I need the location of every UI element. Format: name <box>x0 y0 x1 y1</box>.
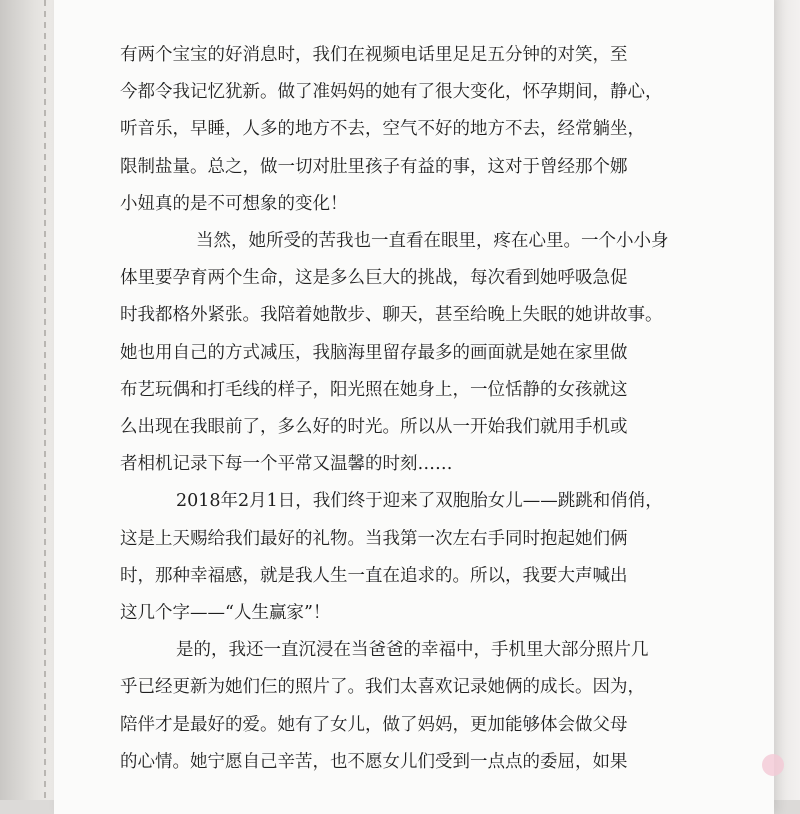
text-line: 时，那种幸福感，就是我人生一直在追求的。所以，我要大声喊出 <box>120 565 628 586</box>
text-line: 的心情。她宁愿自己辛苦，也不愿女儿们受到一点点的委屈，如果 <box>120 751 628 772</box>
text-line: 今都令我记忆犹新。做了准妈妈的她有了很大变化，怀孕期间，静心， <box>120 82 663 103</box>
text-line: 布艺玩偶和打毛线的样子，阳光照在她身上，一位恬静的女孩就这 <box>120 379 628 400</box>
text-line: 陪伴才是最好的爱。她有了女儿，做了妈妈，更加能够体会做父母 <box>120 714 628 735</box>
text-line: 听音乐，早睡，人多的地方不去，空气不好的地方不去，经常躺坐， <box>120 119 645 140</box>
text-line: 当然，她所受的苦我也一直看在眼里，疼在心里。一个小小身 <box>196 231 669 252</box>
pink-sticker-dot <box>762 754 784 776</box>
text-line: 体里要孕育两个生命，这是多么巨大的挑战，每次看到她呼吸急促 <box>120 268 628 289</box>
next-page-edge <box>774 0 800 800</box>
text-line: 是的，我还一直沉浸在当爸爸的幸福中，手机里大部分照片几 <box>176 640 649 661</box>
paragraph-2 <box>120 223 700 483</box>
text-line: 小妞真的是不可想象的变化！ <box>120 193 348 214</box>
book-spine <box>0 0 58 800</box>
text-line: 乎已经更新为她们仨的照片了。我们太喜欢记录她俩的成长。因为， <box>120 677 645 698</box>
paragraph-4 <box>120 632 700 781</box>
text-line: 这几个字——“人生赢家”！ <box>120 603 331 624</box>
text-line: 限制盐量。总之，做一切对肚里孩子有益的事，这对于曾经那个娜 <box>120 156 628 177</box>
text-line: 她也用自己的方式减压，我脑海里留存最多的画面就是她在家里做 <box>120 342 628 363</box>
text-line: 时我都格外紧张。我陪着她散步、聊天，甚至给晚上失眠的她讲故事。 <box>120 305 663 326</box>
body-text <box>120 37 700 781</box>
text-line: 有两个宝宝的好消息时，我们在视频电话里足足五分钟的对笑，至 <box>120 45 628 65</box>
text-line: 2018年2月1日，我们终于迎来了双胞胎女儿——跳跳和俏俏， <box>176 491 663 512</box>
paragraph-3 <box>120 483 700 632</box>
binding-stitches <box>44 0 46 800</box>
text-line: 么出现在我眼前了，多么好的时光。所以从一开始我们就用手机或 <box>120 417 628 438</box>
text-line: 这是上天赐给我们最好的礼物。当我第一次左右手同时抱起她们俩 <box>120 528 628 549</box>
text-line: 者相机记录下每一个平常又温馨的时刻…… <box>120 454 453 475</box>
paragraph-1 <box>120 37 700 223</box>
